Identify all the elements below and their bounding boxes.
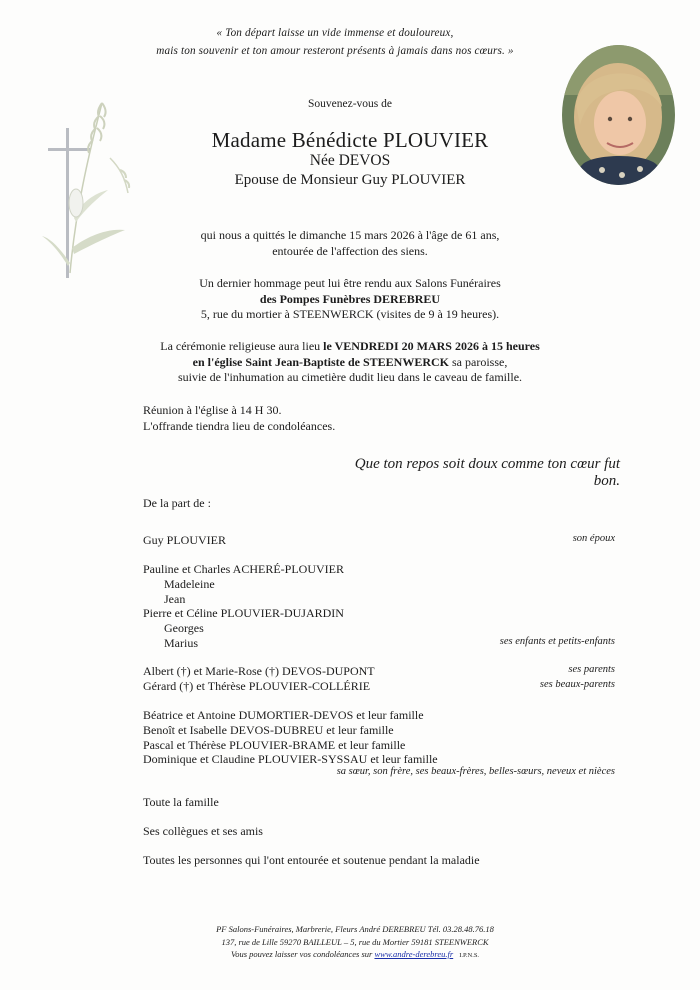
portrait-photo bbox=[562, 45, 675, 185]
tribute-block bbox=[150, 276, 550, 323]
death-announcement bbox=[150, 228, 550, 259]
death-line-1: qui nous a quittés le dimanche 15 mars 2026 à l'âge de 61 ans, bbox=[200, 228, 500, 242]
ipns-code: I.P.N.S. bbox=[459, 952, 480, 959]
ceremony-church: en l'église Saint Jean-Baptiste de STEENWERCK bbox=[192, 354, 450, 369]
siblings-relation: sa sœur, son frère, ses beaux-frères, belles-sœurs, neveux et nièces bbox=[336, 766, 615, 777]
family-sibling-4: Dominique et Claudine PLOUVIER-SYSSAU et leur famille bbox=[143, 752, 438, 766]
offering-note: L'offrande tiendra lieu de condoléances. bbox=[143, 418, 336, 433]
intro-text: Souvenez-vous de bbox=[308, 98, 392, 110]
footer-line-3 bbox=[190, 948, 520, 963]
footer-line-3-text: Vous pouvez laisser vos condoléances sur bbox=[230, 949, 375, 959]
ceremony-line-2 bbox=[110, 355, 590, 371]
meeting-note: Réunion à l'église à 14 H 30. bbox=[143, 403, 282, 417]
footer-line-2: 137, rue de Lille 59270 BAILLEUL – 5, rue du Mortier 59181 STEENWERCK bbox=[221, 936, 489, 947]
grandchild-2: Jean bbox=[164, 592, 186, 606]
ceremony-block bbox=[110, 339, 590, 386]
family-child-1: Pauline et Charles ACHERÉ-PLOUVIER bbox=[143, 562, 344, 576]
notes-block bbox=[143, 403, 335, 434]
family-parents: Albert (†) et Marie-Rose (†) DEVOS-DUPONT bbox=[143, 664, 375, 678]
parents-relation: ses parents bbox=[568, 664, 615, 675]
all-people: Toutes les personnes qui l'ont entourée et soutenue pendant la maladie bbox=[143, 853, 480, 867]
family-husband: Guy PLOUVIER bbox=[143, 533, 226, 547]
ceremony-date: le VENDREDI 20 MARS 2026 à 15 heures bbox=[323, 339, 540, 353]
funeral-home-footer bbox=[190, 923, 520, 963]
family-sibling-3: Pascal et Thérèse PLOUVIER-BRAME et leur famille bbox=[143, 738, 406, 752]
death-line-2: entourée de l'affection des siens. bbox=[272, 243, 428, 258]
husband-relation: son époux bbox=[572, 533, 615, 544]
colleagues-friends: Ses collègues et ses amis bbox=[143, 824, 263, 838]
deceased-name: Madame Bénédicte PLOUVIER bbox=[211, 128, 489, 152]
grandchild-4: Marius bbox=[164, 636, 198, 650]
ceremony-line-1-a: La cérémonie religieuse aura lieu bbox=[160, 339, 324, 353]
tribute-line-1: Un dernier hommage peut lui être rendu aux Salons Funéraires bbox=[199, 276, 501, 290]
quote-line-2: mais ton souvenir et ton amour resteront présents à jamais dans nos cœurs. » bbox=[156, 45, 514, 57]
ceremony-line-2-b: sa paroisse, bbox=[449, 354, 508, 369]
footer-line-1: PF Salons-Funéraires, Marbrerie, Fleurs André DEREBREU Tél. 03.28.48.76.18 bbox=[216, 924, 494, 934]
grandchild-1: Madeleine bbox=[164, 577, 215, 591]
family-sibling-2: Benoît et Isabelle DEVOS-DUBREU et leur famille bbox=[143, 723, 394, 737]
ceremony-line-3: suivie de l'inhumation au cimetière dudit lieu dans le caveau de famille. bbox=[177, 370, 523, 384]
family-inlaws: Gérard (†) et Thérèse PLOUVIER-COLLÉRIE bbox=[143, 679, 371, 693]
condolences-link[interactable]: www.andre-derebreu.fr bbox=[374, 949, 454, 959]
from-label: De la part de : bbox=[143, 496, 211, 510]
cross-lily-icon bbox=[40, 98, 135, 288]
all-family: Toute la famille bbox=[143, 795, 219, 809]
quote-line-1: « Ton départ laisse un vide immense et douloureux, bbox=[216, 27, 454, 39]
family-child-2: Pierre et Céline PLOUVIER-DUJARDIN bbox=[143, 606, 344, 620]
children-relation: ses enfants et petits-enfants bbox=[499, 636, 615, 647]
ceremony-line-1 bbox=[110, 339, 590, 355]
tribute-line-3: 5, rue du mortier à STEENWERCK (visites de 9 à 19 heures). bbox=[200, 307, 500, 321]
maiden-name: Née DEVOS bbox=[309, 152, 391, 169]
family-sibling-1: Béatrice et Antoine DUMORTIER-DEVOS et leur famille bbox=[143, 708, 424, 722]
epitaph-quote bbox=[130, 24, 540, 60]
grandchild-3: Georges bbox=[164, 621, 204, 635]
spouse-line: Epouse de Monsieur Guy PLOUVIER bbox=[234, 172, 466, 188]
inlaws-relation: ses beaux-parents bbox=[539, 679, 615, 690]
closing-phrase: Que ton repos soit doux comme ton cœur fut bon. bbox=[354, 456, 620, 489]
tribute-line-2: des Pompes Funèbres DEREBREU bbox=[259, 291, 441, 306]
